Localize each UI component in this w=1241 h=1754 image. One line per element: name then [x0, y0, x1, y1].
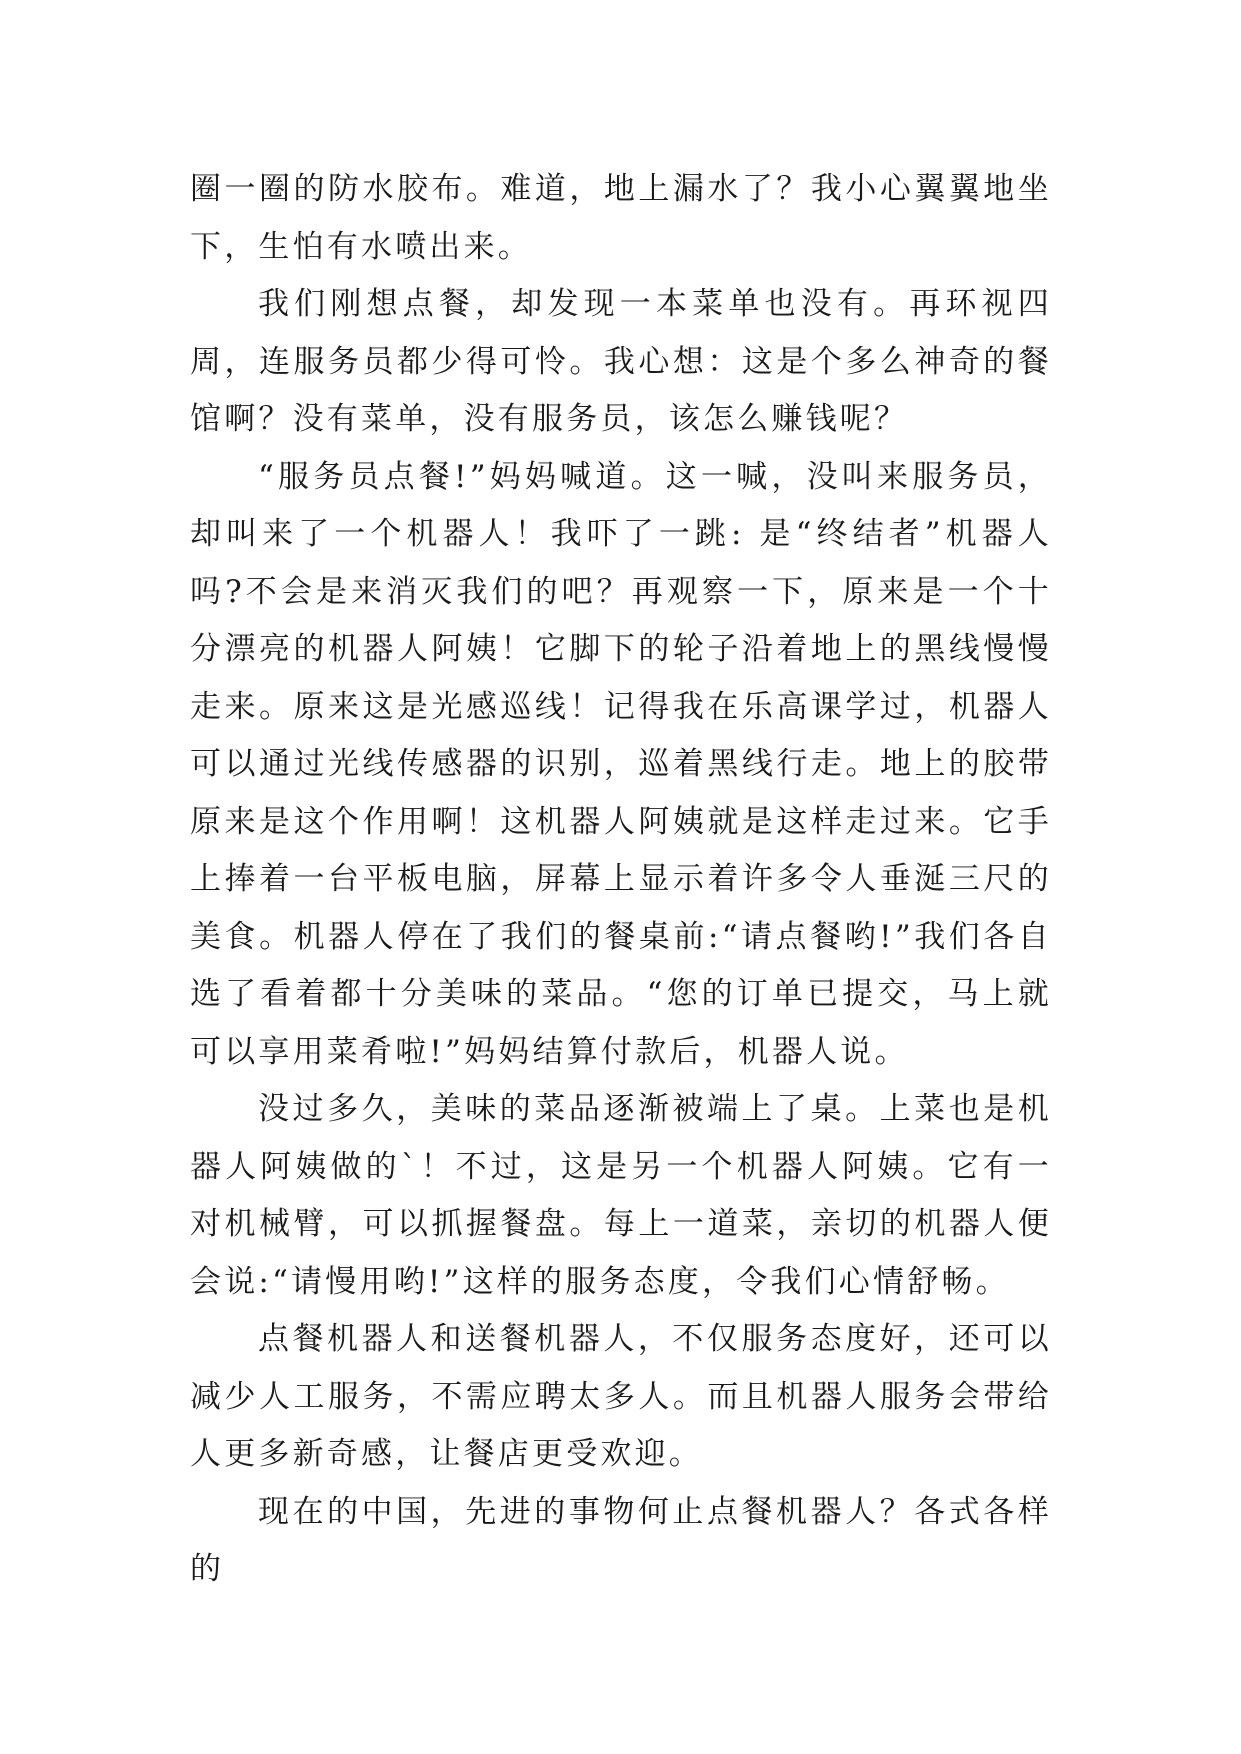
paragraph-2: 我们刚想点餐，却发现一本菜单也没有。再环视四周，连服务员都少得可怜。我心想：这是个多么神奇的餐馆啊？没有菜单，没有服务员，该怎么赚钱呢？: [190, 286, 1052, 437]
paragraph-1: 圈一圈的防水胶布。难道，地上漏水了？我小心翼翼地坐下，生怕有水喷出来。: [190, 171, 1052, 265]
paragraph-4: 没过多久，美味的菜品逐渐被端上了桌。上菜也是机器人阿姨做的`！不过，这是另一个机器人阿姨。它有一对机械臂，可以抓握餐盘。每上一道菜，亲切的机器人便会说:“请慢用哟!”这样的服务态度，令我们心情舒畅。: [190, 1091, 1052, 1300]
essay-body: [190, 161, 1052, 1599]
paragraph-6: 现在的中国，先进的事物何止点餐机器人？各式各样的: [190, 1493, 1052, 1587]
paragraph-3: “服务员点餐!”妈妈喊道。这一喊，没叫来服务员，却叫来了一个机器人！我吓了一跳: 是“终结者”机器人吗?不会是来消灭我们的吧？再观察一下，原来是一个十分漂亮的机器人阿姨！它脚下的轮子沿着地上的黑线慢慢走来。原来这是光感巡线！记得我在乐高课学过，机器人可以通过光线传感器的识别，巡着黑线行走。地上的胶带原来是这个作用啊！这机器人阿姨就是这样走过来。它手上捧着一台平板电脑，屏幕上显示着许多令人垂涎三尺的美食。机器人停在了我们的餐桌前:“请点餐哟!”我们各自选了看着都十分美味的菜品。“您的订单已提交，马上就可以享用菜肴啦!”妈妈结算付款后，机器人说。: [190, 458, 1052, 1070]
paragraph-5: 点餐机器人和送餐机器人，不仅服务态度好，还可以减少人工服务，不需应聘太多人。而且机器人服务会带给人更多新奇感，让餐店更受欢迎。: [190, 1321, 1052, 1472]
